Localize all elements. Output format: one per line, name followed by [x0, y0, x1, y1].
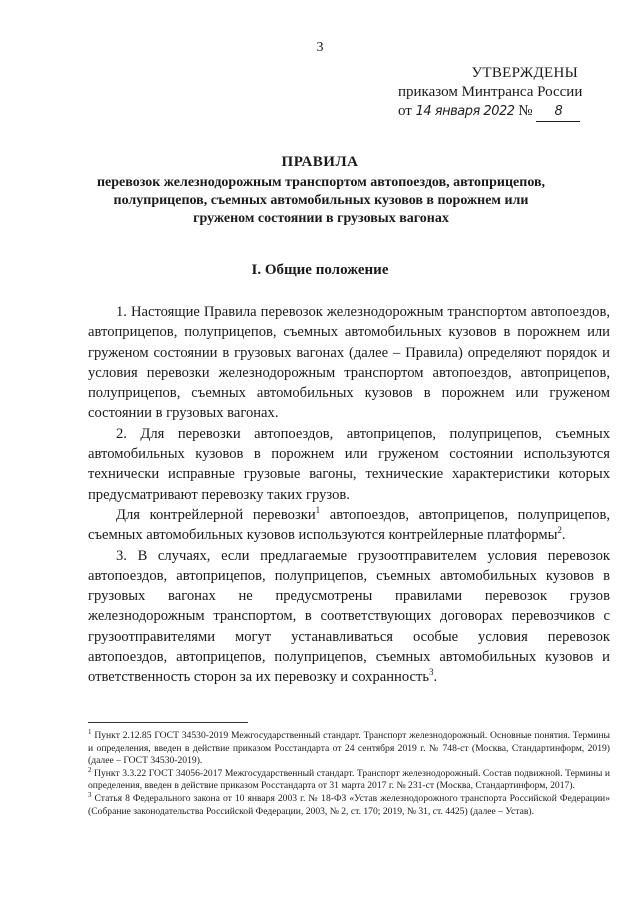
paragraph-text: 3. В случаях, если предлагаемые грузоотправителем условия перевозок автопоездов, автоприцепов, полуприцепов, съемных автомобильных кузовов в грузовых вагонах не предусмотрены правилами перевозок грузов железнодорожным транспортом, в соответствующих договорах перевозчиков с грузоотправителями могут устанавливаться особые условия перевозок автопоездов, автоприцепов, полуприцепов, съемных автомобильных кузовов и ответственность сторон за их перевозку и сохранность	[88, 547, 610, 686]
footnote-1	[88, 727, 610, 768]
approval-title: УТВЕРЖДЕНЫ	[471, 65, 578, 81]
footnote-mark: 2	[88, 765, 92, 774]
body-text	[88, 302, 610, 688]
footnote-mark: 3	[88, 790, 92, 799]
approval-block	[398, 64, 618, 122]
footnote-text: Пункт 3.3.22 ГОСТ 34056-2017 Межгосударственный стандарт. Транспорт железнодорожный. Состав подвижной. Термины и определения, введен в действие приказом Росстандарта от 31 марта 2017 г. № 231-ст (Москва, Стандартинформ, 2017).	[88, 767, 610, 792]
footnote-divider	[88, 722, 248, 723]
footnote-2	[88, 765, 610, 793]
paragraph-2: 2. Для перевозки автопоездов, автоприцепов, полуприцепов, съемных автомобильных кузовов в порожнем или груженом состоянии используются технически исправные грузовые вагоны, технические характеристики которых предусматривают перевозку таких грузов.	[88, 425, 610, 503]
section-title: I. Общие положение	[251, 262, 389, 278]
footnotes	[88, 727, 610, 818]
approval-from-label: от	[398, 103, 412, 119]
paragraph-3	[88, 546, 610, 688]
paragraph-1: 1. Настоящие Правила перевозок железнодорожным транспортом автопоездов, автоприцепов, полуприцепов, съемных автомобильных кузовов в порожнем или груженом состоянии в грузовых вагонах (далее – Правила) определяют порядок и условия перевозки железнодорожным транспортом автопоездов, автоприцепов, полуприцепов, съемных автомобильных кузовов в порожнем или груженом состоянии в грузовых вагонах.	[88, 304, 610, 422]
footnote-text: Статья 8 Федерального закона от 10 января 2003 г. № 18-ФЗ «Устав железнодорожного транспорта Российской Федерации» (Собрание законодательства Российской Федерации, 2003, № 2, ст. 170; 2019, № 31, ст. 4425) (далее – Устав).	[88, 792, 610, 817]
approval-number: 8	[536, 102, 580, 122]
paragraph-text: Для контрейлерной перевозки	[116, 506, 316, 523]
approval-date: 14 января 2022	[415, 104, 515, 119]
page-number: 3	[316, 40, 324, 55]
paragraph-text: автопоездов, автоприцепов, полуприцепов, съемных автомобильных кузовов используются контрейлерные платформы	[88, 506, 610, 544]
footnote-ref[interactable]: 1	[315, 505, 321, 516]
footnote-text: Пункт 2.12.85 ГОСТ 34530-2019 Межгосударственный стандарт. Транспорт железнодорожный. Основные понятия. Термины и определения, введен в действие приказом Росстандарта от 24 сентября 2019 г. № 748-ст (Москва, Стандартинформ, 2019) (далее – ГОСТ 34530-2019).	[88, 730, 610, 767]
approval-date-line	[398, 102, 618, 122]
paragraph-punct: .	[561, 527, 566, 544]
footnote-ref[interactable]: 2	[557, 525, 562, 536]
rules-subtitle: перевозок железнодорожным транспортом автопоездов, автоприцепов, полуприцепов, съемных автомобильных кузовов в порожнем или груженом состоянии в грузовых вагонах	[96, 175, 546, 226]
footnote-3	[88, 790, 610, 818]
footnote-mark: 1	[88, 727, 92, 736]
footnote-ref[interactable]: 3	[429, 667, 434, 678]
approval-number-label: №	[518, 103, 533, 119]
paragraph-2-continued	[88, 505, 610, 546]
approval-order-line: приказом Минтранса России	[398, 84, 583, 100]
rules-title: ПРАВИЛА	[281, 154, 359, 170]
paragraph-punct: .	[433, 669, 438, 686]
